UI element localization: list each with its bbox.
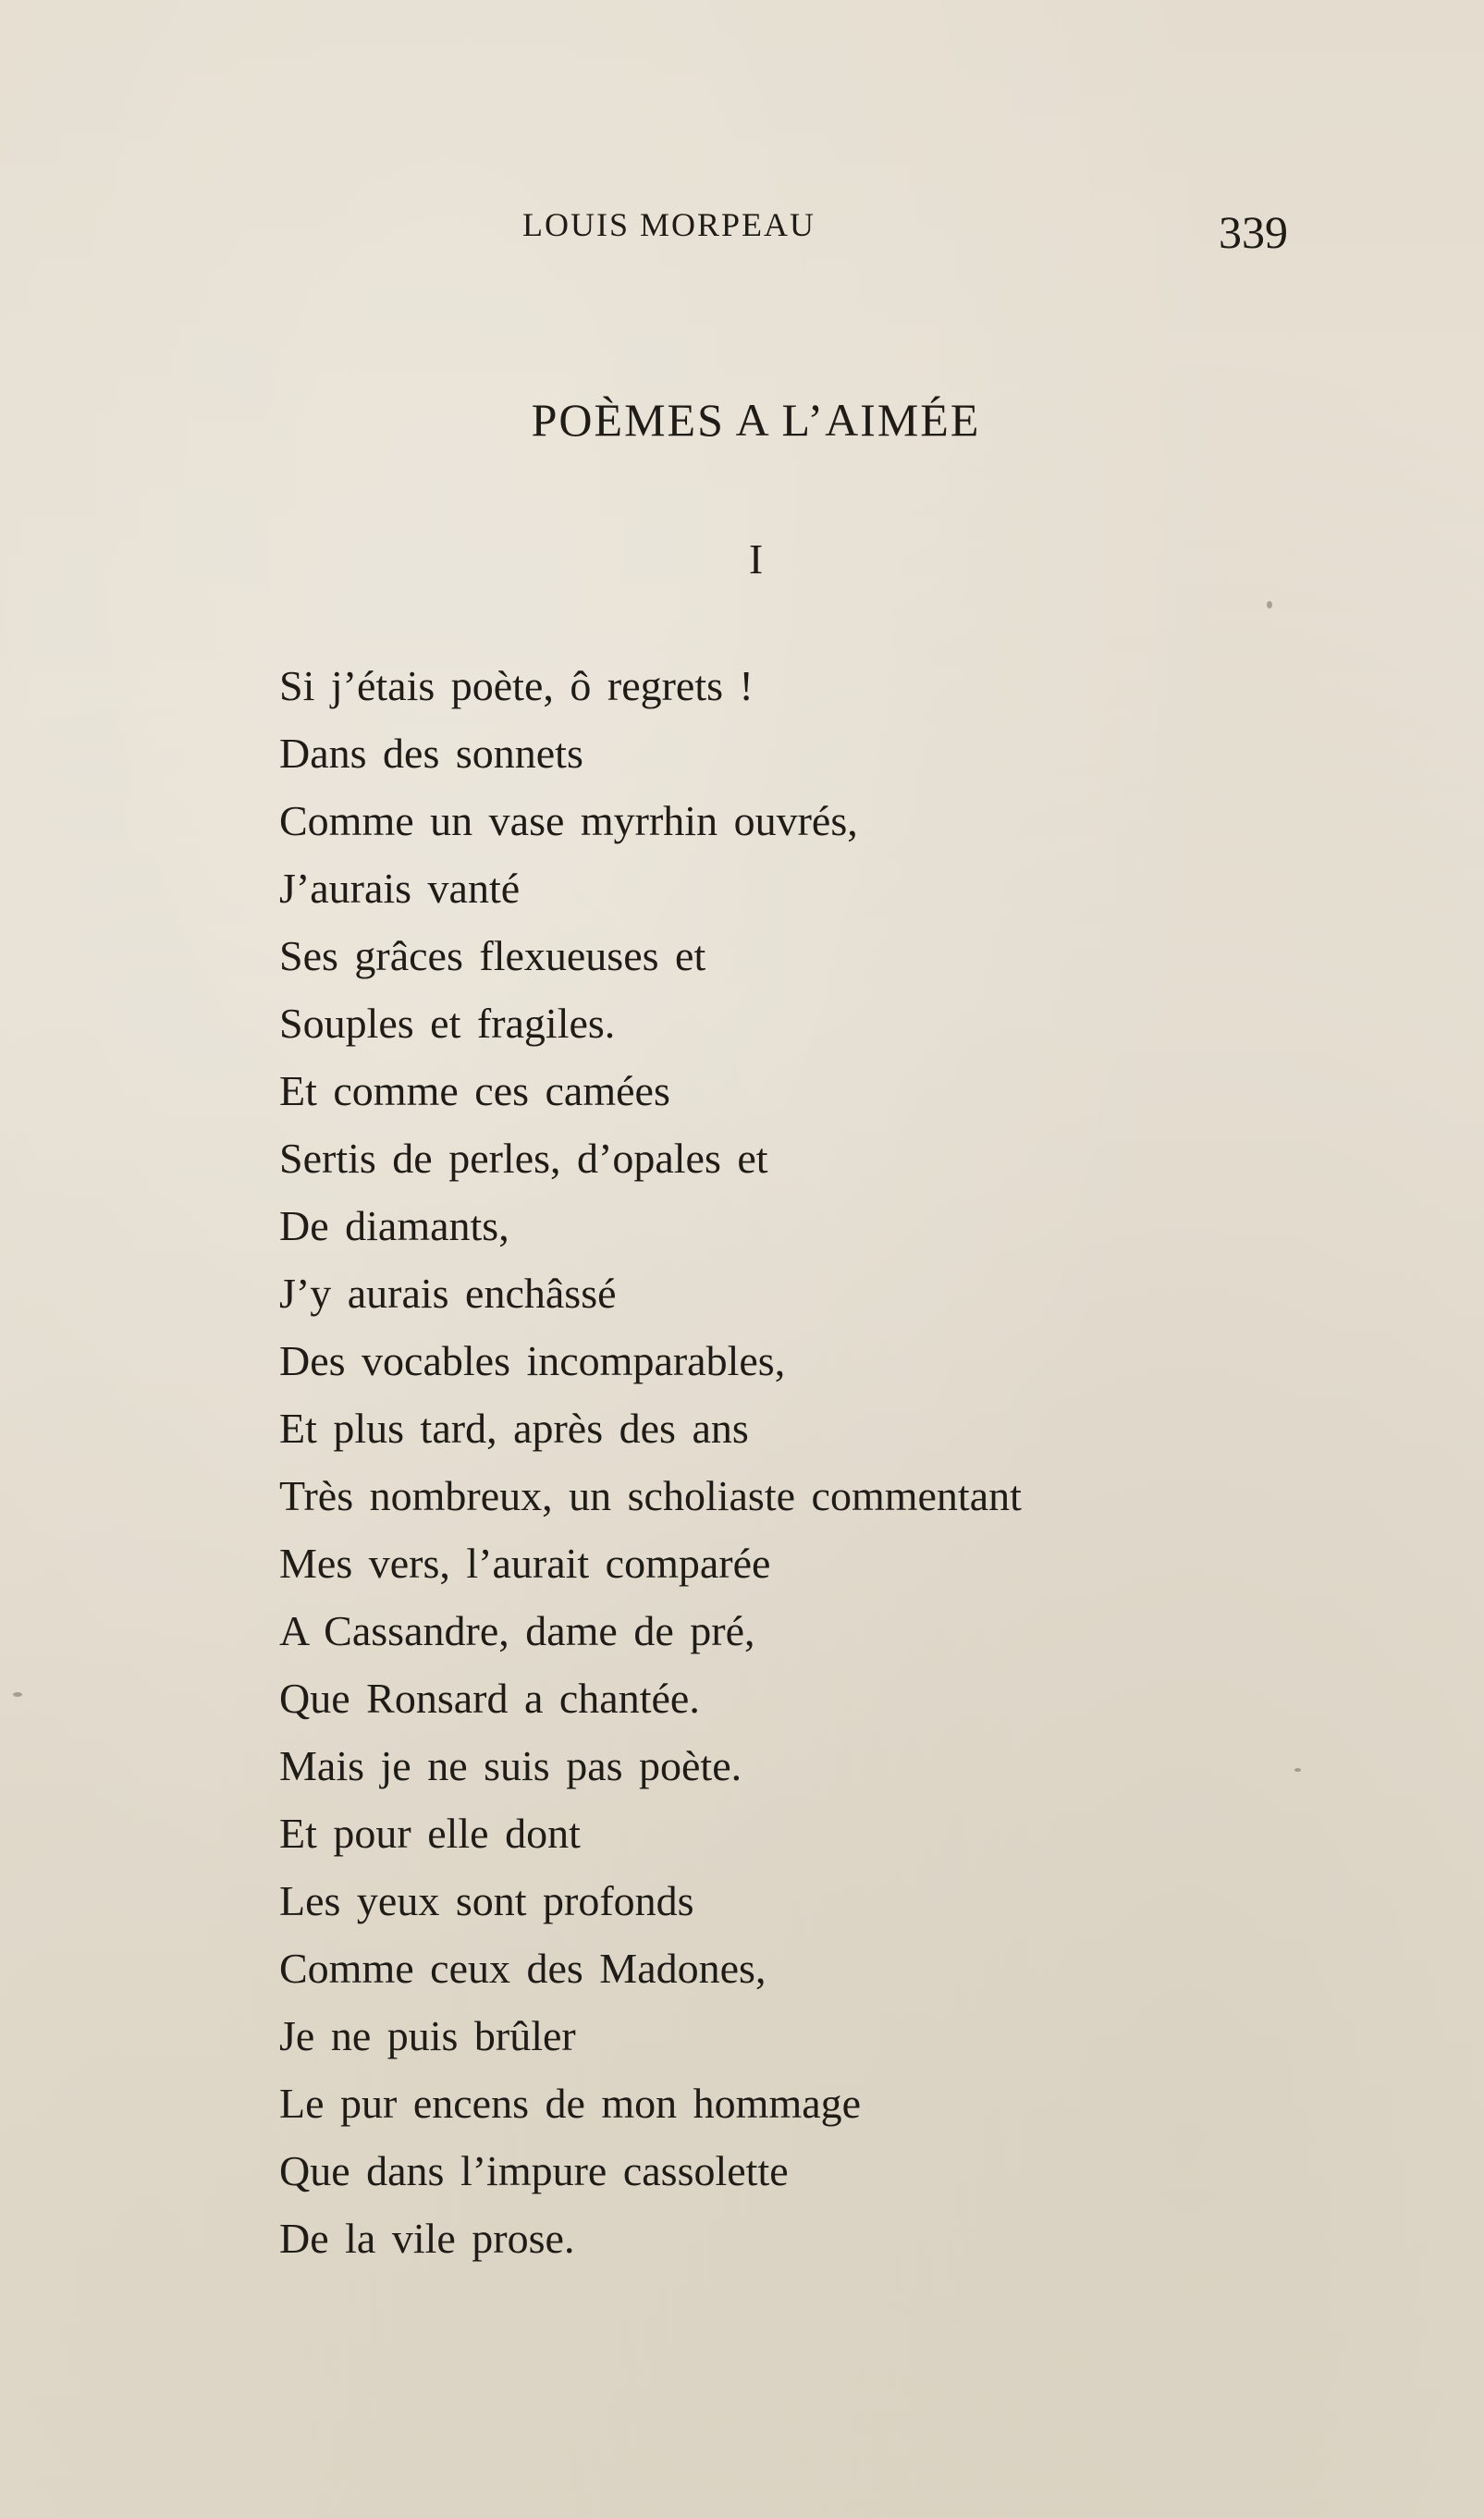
paper-speck (1294, 1768, 1301, 1772)
verse-line: Souples et fragiles. (279, 1000, 616, 1047)
page-number: 339 (1219, 206, 1288, 258)
verse-line: J’aurais vanté (279, 865, 521, 912)
verse-line: Je ne puis brûler (279, 2012, 576, 2059)
verse-line: Comme ceux des Madones, (279, 1945, 767, 1992)
verse-line: Les yeux sont profonds (279, 1877, 694, 1924)
verse-line: Mais je ne suis pas poète. (279, 1742, 742, 1789)
verse-line: Et plus tard, après des ans (279, 1405, 749, 1452)
verse-block (279, 652, 1022, 2272)
verse-line: De diamants, (279, 1202, 509, 1249)
running-head: LOUIS MORPEAU (522, 206, 816, 243)
verse-line: Le pur encens de mon hommage (279, 2080, 862, 2127)
verse-line: Que dans l’impure cassolette (279, 2147, 789, 2194)
verse-line: Et pour elle dont (279, 1810, 581, 1857)
verse-line: Dans des sonnets (279, 730, 583, 777)
verse-line: Et comme ces camées (279, 1067, 670, 1114)
verse-line: Très nombreux, un scholiaste commentant (279, 1472, 1022, 1519)
verse-line: De la vile prose. (279, 2215, 575, 2262)
part-number: I (748, 535, 764, 583)
verse-line: Que Ronsard a chantée. (279, 1675, 700, 1722)
page-header (0, 205, 1484, 261)
paper-speck (13, 1692, 22, 1697)
verse-line: A Cassandre, dame de pré, (279, 1607, 755, 1654)
verse-line: J’y aurais enchâssé (279, 1270, 617, 1317)
verse-line: Comme un vase myrrhin ouvrés, (279, 797, 858, 844)
verse-line: Sertis de perles, d’opales et (279, 1135, 768, 1182)
verse-line: Mes vers, l’aurait comparée (279, 1540, 771, 1587)
verse-line: Si j’étais poète, ô regrets ! (279, 662, 754, 709)
verse-line: Des vocables incomparables, (279, 1337, 786, 1384)
verse-line: Ses grâces flexueuses et (279, 932, 706, 979)
paper-speck (1267, 601, 1272, 608)
poem-title: POÈMES A L’AIMÉE (531, 394, 981, 446)
